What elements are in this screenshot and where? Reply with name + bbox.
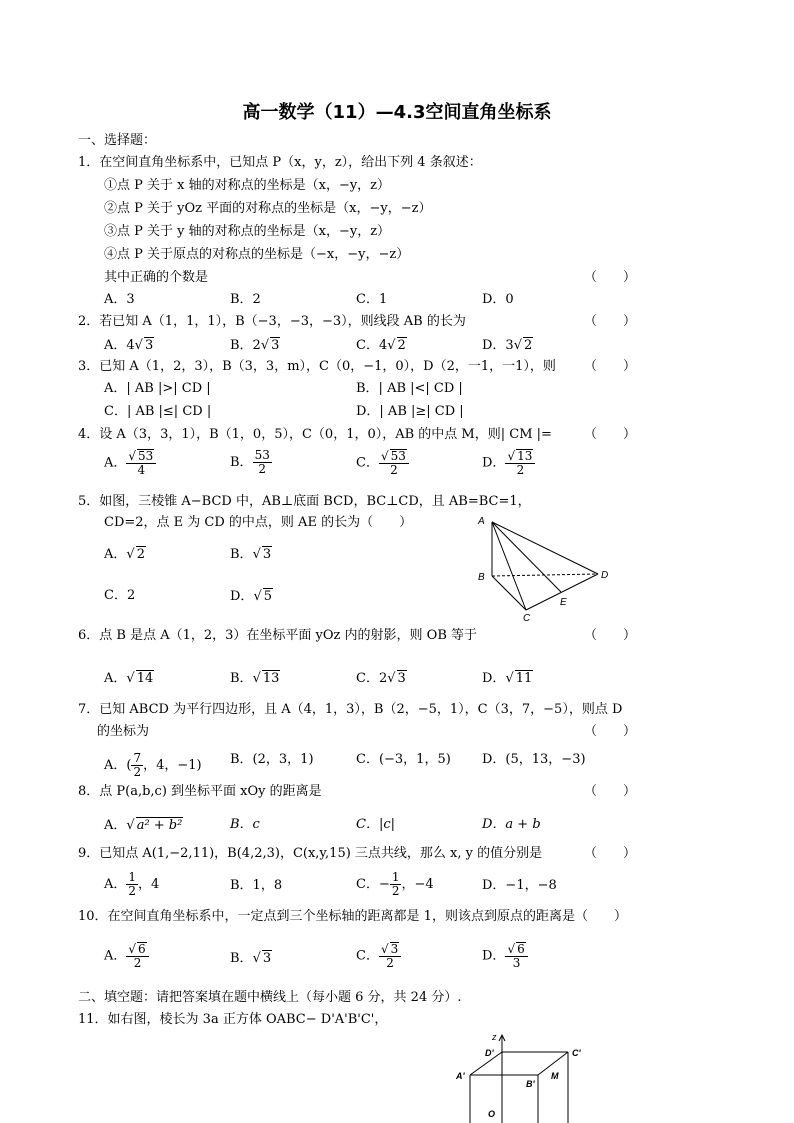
- section-heading: 一、选择题：: [78, 133, 157, 148]
- option-a: A． $\frac{1}{2}$ ，4: [104, 870, 160, 898]
- option-b: B． $\frac{53}{2}$: [230, 448, 270, 476]
- q11-stem: 11．如右图，棱长为 3a 正方体 OABC− D'A'B'C'，: [78, 1012, 388, 1027]
- answer-blank: （ ）: [584, 359, 637, 374]
- option-d: D．0: [482, 292, 514, 307]
- option-a: A．√ 2: [104, 547, 145, 562]
- option-a: A．√ a² + b²: [104, 818, 183, 833]
- option-d: D．| AB |≥| CD |: [356, 404, 464, 419]
- answer-blank: （ ）: [584, 846, 637, 861]
- option-a: A．3: [104, 292, 135, 307]
- option-c: C． $\frac{√ 53}{2}$: [356, 449, 409, 477]
- vertex-label-a-prime: A': [456, 1071, 465, 1081]
- q5-stem: 5．如图，三棱锥 A−BCD 中，AB⊥底面 BCD，BC⊥CD，且 AB=BC=1，: [78, 494, 531, 509]
- cube-figure: [452, 1032, 592, 1123]
- vertex-label-a: A: [478, 516, 485, 527]
- origin-label: O: [488, 1109, 496, 1119]
- option-b: B．√ 3: [230, 951, 272, 966]
- answer-blank: （ ）: [584, 270, 637, 285]
- q7-stem: 7．已知 ABCD 为平行四边形，且 A（4，1，3），B（2，−5，1），C（3，7，−5），则点 D: [78, 702, 623, 717]
- option-b: B．2: [230, 292, 261, 307]
- option-a: A．√ 14: [104, 671, 154, 686]
- vertex-label-b-prime: B': [526, 1079, 535, 1089]
- option-d: D．−1，−8: [482, 878, 557, 893]
- option-d: D．a + b: [482, 817, 541, 832]
- answer-blank: （ ）: [584, 628, 637, 643]
- vertex-label-e: E: [560, 597, 567, 608]
- option-b: B．1，8: [230, 878, 283, 893]
- q5-stem: CD=2，点 E 为 CD 的中点，则 AE 的长为（ ）: [104, 515, 413, 530]
- option-d: D． $\frac{√ 13}{2}$: [482, 449, 535, 477]
- q1-stem: 1．在空间直角坐标系中，已知点 P（x，y，z），给出下列 4 条叙述：: [78, 155, 482, 170]
- answer-blank: （ ）: [584, 724, 637, 739]
- q1-statement: ①点 P 关于 x 轴的对称点的坐标是（x，−y，z）: [104, 178, 391, 193]
- option-a: A．| AB |>| CD |: [104, 381, 211, 396]
- option-b: B．| AB |<| CD |: [356, 381, 463, 396]
- q8-stem: 8．点 P(a,b,c) 到坐标平面 xOy 的距离是: [78, 784, 322, 799]
- option-d: D．√ 11: [482, 671, 533, 686]
- axis-label-z: z: [492, 1032, 497, 1042]
- vertex-label-c-prime: C': [572, 1048, 581, 1058]
- answer-blank: （ ）: [584, 784, 637, 799]
- q4-stem: 4．设 A（3，3，1），B（1，0，5），C（0，1，0），AB 的中点 M，则| CM |=: [78, 427, 552, 442]
- option-c: C．4√ 2: [356, 338, 406, 353]
- option-c: C．(−3，1，5): [356, 752, 451, 767]
- pyramid-figure: [470, 512, 620, 624]
- option-c: C． $\frac{√ 3}{2}$: [356, 942, 401, 970]
- vertex-label-d-prime: D': [485, 1048, 494, 1058]
- option-c: C．− $\frac{1}{2}$ ，−4: [356, 870, 434, 898]
- option-b: B．√ 13: [230, 671, 280, 686]
- option-a: A．( $\frac{7}{2}$ ，4，−1): [104, 751, 202, 779]
- option-c: C．2√ 3: [356, 671, 406, 686]
- option-a: A． $\frac{√ 6}{2}$: [104, 942, 149, 970]
- option-b: B．c: [230, 817, 260, 832]
- vertex-label-c: C: [523, 613, 531, 624]
- q1-statement: ④点 P 关于原点的对称点的坐标是（−x，−y，−z）: [104, 247, 410, 262]
- option-d: D．3√ 2: [482, 338, 533, 353]
- option-c: C．1: [356, 292, 388, 307]
- point-label-m: M: [551, 1071, 559, 1081]
- option-d: D．√ 5: [230, 589, 273, 604]
- page-title: 高一数学（11）—4.3空间直角坐标系: [242, 102, 552, 123]
- option-d: D． $\frac{√ 6}{3}$: [482, 942, 528, 970]
- vertex-label-d: D: [601, 570, 609, 581]
- option-d: D．(5，13，−3): [482, 752, 586, 767]
- q3-stem: 3．已知 A（1，2，3），B（3，3，m），C（0，−1，0），D（2，一1，一1），则: [78, 359, 556, 374]
- option-b: B．2√ 3: [230, 338, 280, 353]
- q9-stem: 9．已知点 A(1,−2,11)，B(4,2,3)，C(x,y,15) 三点共线，那么 x, y 的值分别是: [78, 846, 543, 861]
- q1-statement: ②点 P 关于 yOz 平面的对称点的坐标是（x，−y，−z）: [104, 201, 432, 216]
- q2-stem: 2．若已知 A（1，1，1），B（−3，−3，−3），则线段 AB 的长为: [78, 314, 466, 329]
- q1-question: 其中正确的个数是: [104, 270, 209, 285]
- option-c: C．2: [104, 588, 136, 603]
- answer-blank: （ ）: [584, 427, 637, 442]
- option-b: B．(2，3，1): [230, 752, 314, 767]
- vertex-label-b: B: [478, 572, 485, 583]
- option-a: A． $\frac{√ 53}{4}$: [104, 449, 156, 477]
- q1-statement: ③点 P 关于 y 轴的对称点的坐标是（x，−y，z）: [104, 224, 391, 239]
- option-c: C．| AB |≤| CD |: [104, 404, 212, 419]
- q10-stem: 10．在空间直角坐标系中，一定点到三个坐标轴的距离都是 1，则该点到原点的距离是（ ）: [78, 909, 627, 924]
- option-a: A．4√ 3: [104, 338, 154, 353]
- option-c: C．|c|: [356, 817, 395, 832]
- q6-stem: 6．点 B 是点 A（1，2，3）在坐标平面 yOz 内的射影，则 OB 等于: [78, 628, 478, 643]
- q7-stem: 的坐标为: [97, 724, 150, 739]
- option-b: B．√ 3: [230, 547, 272, 562]
- section-heading: 二、填空题：请把答案填在题中横线上（每小题 6 分，共 24 分）.: [78, 990, 462, 1005]
- answer-blank: （ ）: [584, 314, 637, 329]
